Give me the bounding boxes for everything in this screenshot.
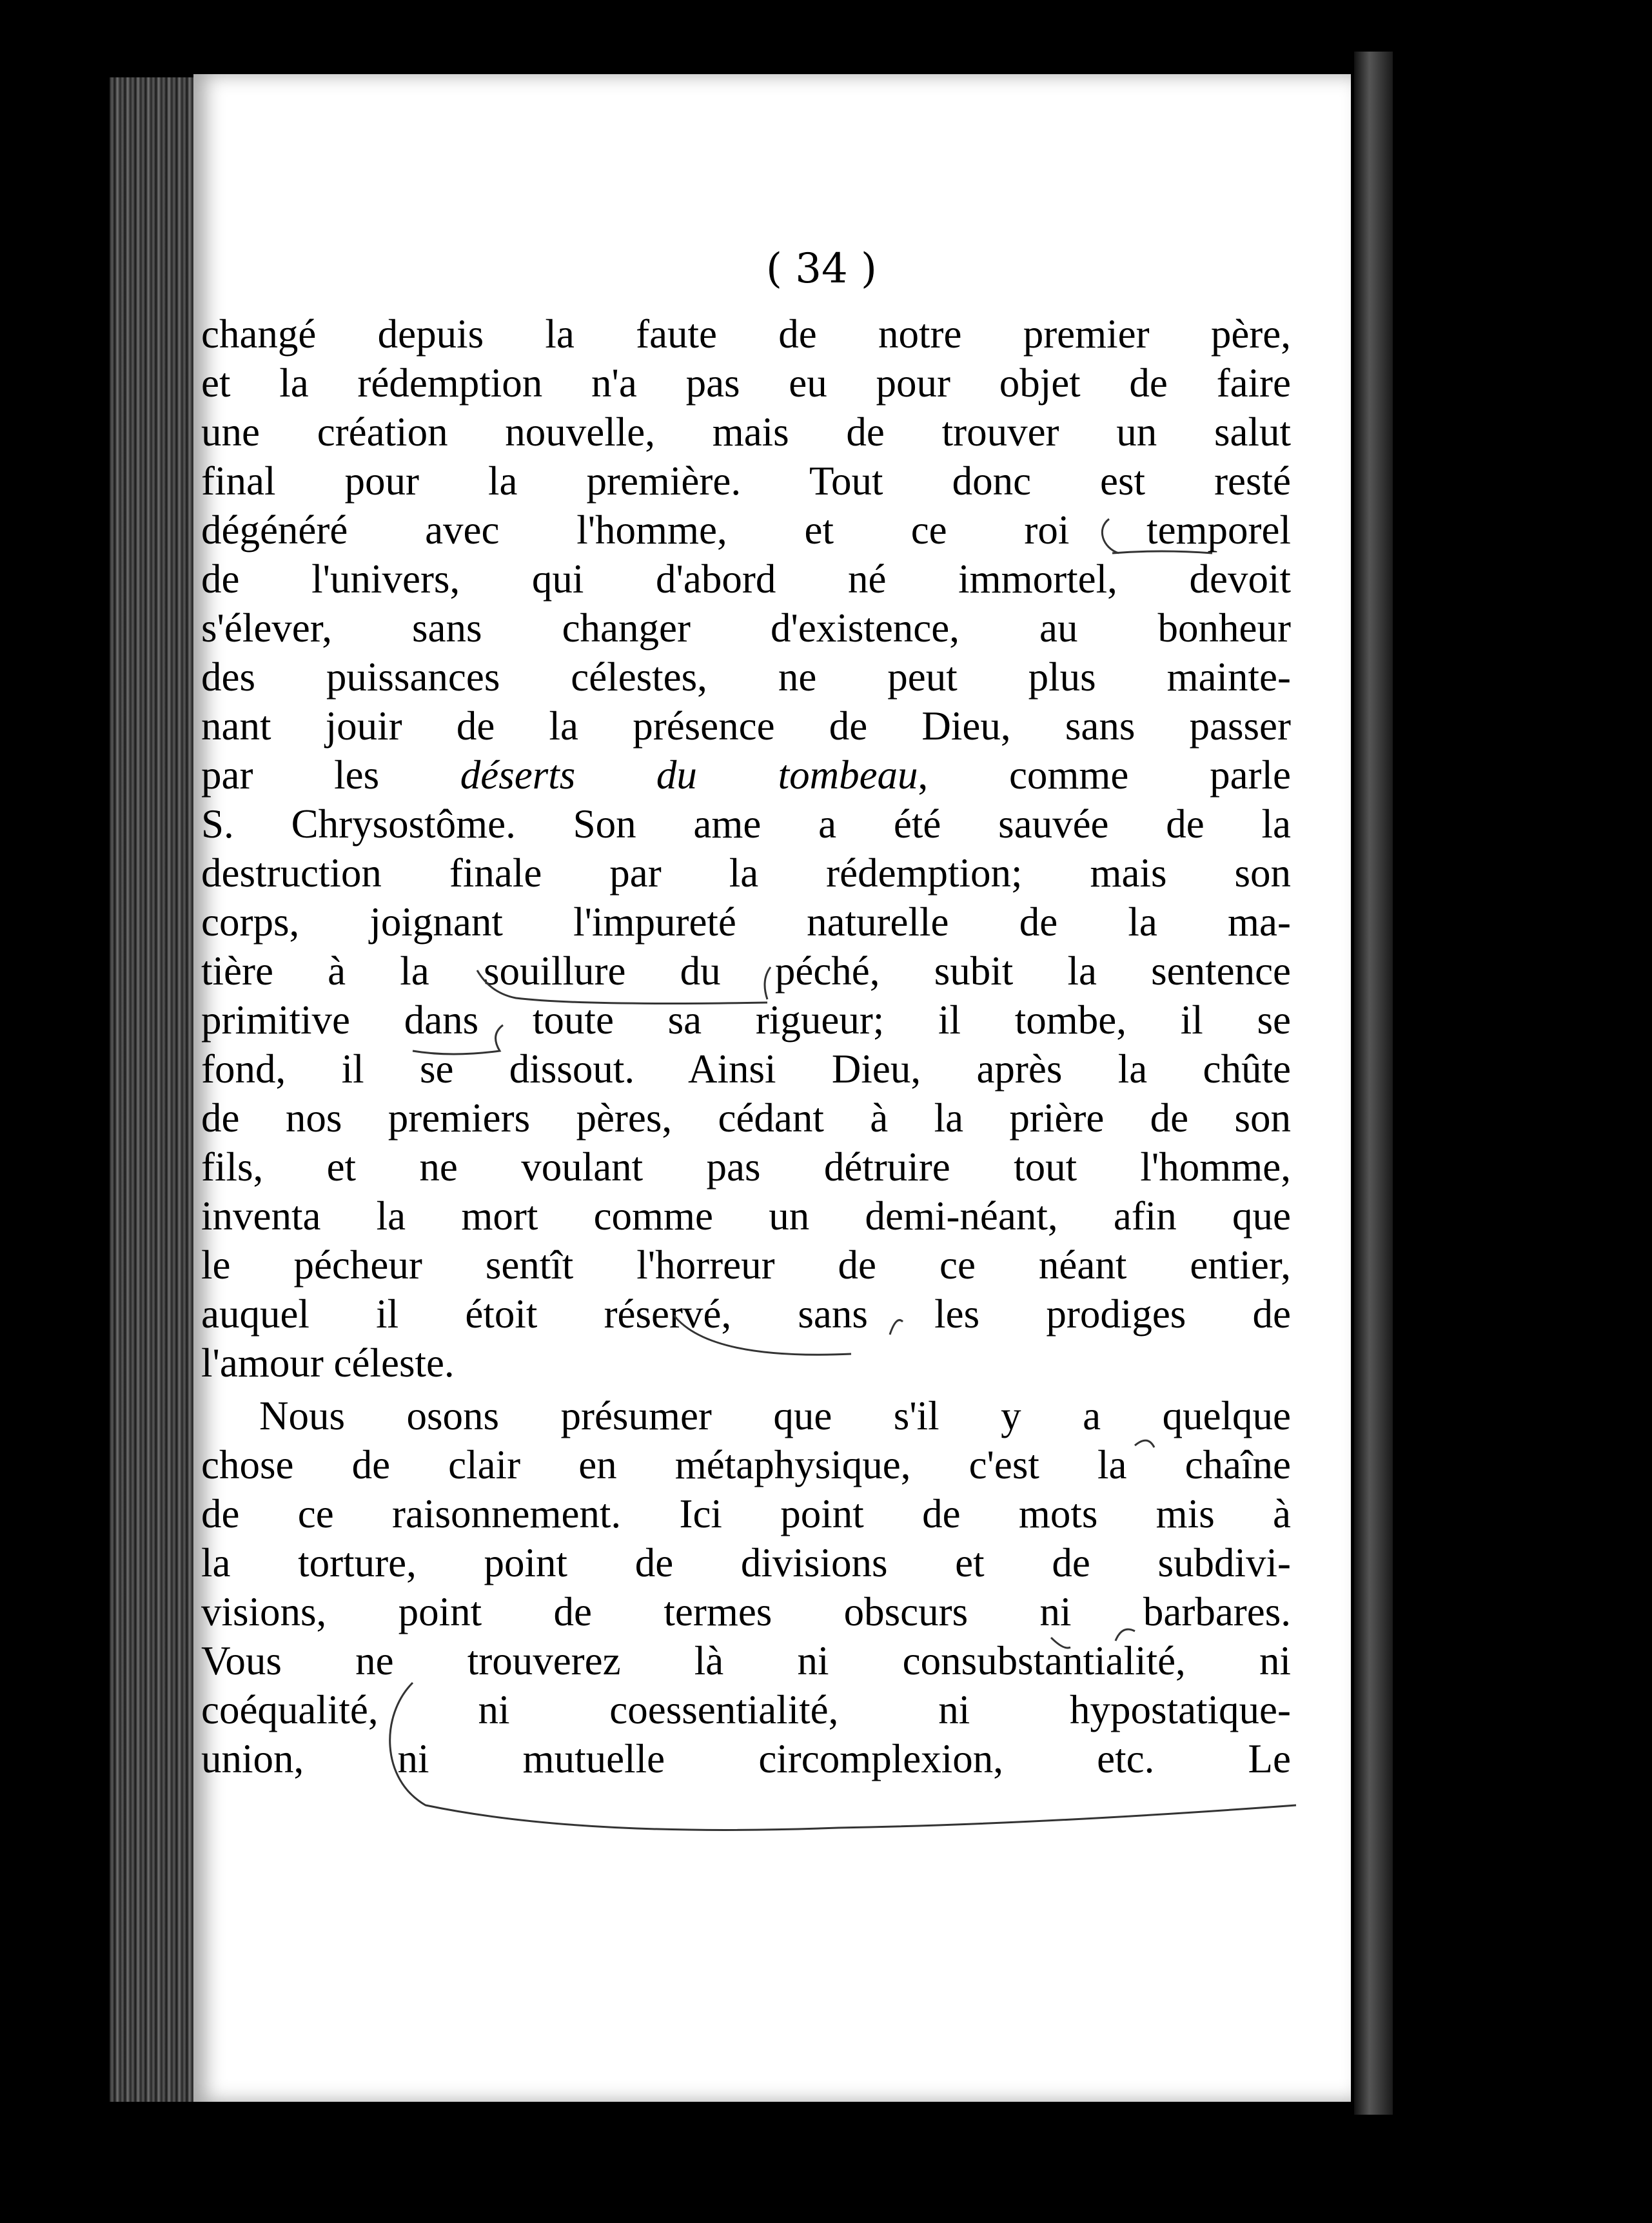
text-line: destruction finale par la rédemption; mais son — [201, 850, 1291, 896]
text-line: une création nouvelle, mais de trouver un salut — [201, 409, 1291, 455]
text-line: fond, il se dissout. Ainsi Dieu, après la chûte — [201, 1046, 1291, 1092]
text-line: visions, point de termes obscurs ni barbares. — [201, 1589, 1291, 1634]
facing-page-line: l'ont — [1497, 1563, 1565, 1606]
facing-page-line: au-de — [1497, 1612, 1584, 1655]
italic-phrase: déserts du tombeau — [460, 752, 918, 798]
facing-page-line: Il n — [1497, 975, 1550, 1018]
facing-page-line: exen — [1497, 1318, 1571, 1361]
facing-page-line: qui f — [1497, 1759, 1569, 1802]
facing-page-line: Au — [1497, 1710, 1545, 1753]
facing-page-line: extr — [1497, 877, 1558, 920]
facing-page-line: de l — [1497, 534, 1555, 577]
facing-page-line: tinu — [1497, 828, 1558, 871]
text-line: par les déserts du tombeau, comme parle — [201, 752, 1291, 798]
text-line: fils, et ne voulant pas détruire tout l'homme, — [201, 1144, 1291, 1190]
facing-page-line: oblig — [1497, 1416, 1577, 1459]
facing-page-line: cara — [1497, 926, 1562, 969]
facing-page-line: enco — [1497, 1073, 1571, 1116]
page-number: ( 34 ) — [765, 245, 877, 293]
facing-page-line: de c — [1497, 1367, 1561, 1410]
body-text — [201, 309, 1291, 1783]
text-line: primitive dans toute sa rigueur; il tombe, il se — [201, 997, 1291, 1043]
facing-page-line: forte — [1497, 1661, 1571, 1704]
facing-page-line: gion — [1497, 1514, 1566, 1557]
text-line: corps, joignant l'impureté naturelle de la ma- — [201, 899, 1291, 945]
facing-page-line: l'inst — [1497, 1465, 1571, 1508]
text-line: inventa la mort comme un demi-néant, afin que — [201, 1193, 1291, 1239]
text-line: Nous osons présumer que s'il y a quelque — [259, 1393, 1291, 1438]
facing-page-line: dan — [1497, 632, 1553, 675]
text-line: l'amour céleste. — [201, 1340, 455, 1386]
text-line: et la rédemption n'a pas eu pour objet de faire — [201, 360, 1291, 406]
text-line: des puissances célestes, ne peut plus mainte- — [201, 654, 1291, 700]
text-line: nant jouir de la présence de Dieu, sans passer — [201, 703, 1291, 749]
text-line: coéqualité, ni coessentialité, ni hypostatique- — [201, 1687, 1291, 1732]
facing-page-line: fabl — [1497, 779, 1558, 822]
book-binding-edge — [110, 77, 200, 2102]
text-line: final pour la première. Tout donc est resté — [201, 458, 1291, 504]
facing-page-line: doc — [1497, 583, 1553, 626]
text-line: de l'univers, qui d'abord né immortel, devoit — [201, 556, 1291, 602]
right-page — [1396, 84, 1584, 2044]
text-line: changé depuis la faute de notre premier père, — [201, 311, 1291, 357]
facing-page-line: J. C — [1497, 1024, 1558, 1067]
text-line: de ce raisonnement. Ici point de mots mis à — [201, 1491, 1291, 1536]
text-line: union, ni mutuelle circomplexion, etc. Le — [201, 1736, 1291, 1781]
text-line: de nos premiers pères, cédant à la prière de son — [201, 1095, 1291, 1141]
facing-page-text — [1497, 335, 1652, 1805]
text-line: la torture, point de divisions et de subdivi- — [201, 1540, 1291, 1585]
facing-page-line: été — [1497, 485, 1542, 528]
text-line: S. Chrysostôme. Son ame a été sauvée de la — [201, 801, 1291, 847]
text-line: dégénéré avec l'homme, et ce roi temporel — [201, 507, 1291, 553]
facing-page-line: cho — [1497, 387, 1553, 430]
facing-page-line: chr — [1497, 338, 1547, 381]
text-line: auquel il étoit réservé, sans les prodiges de — [201, 1291, 1291, 1337]
facing-page-line: prin — [1497, 1171, 1560, 1214]
text-line: Vous ne trouverez là ni consubstantialité, ni — [201, 1638, 1291, 1683]
text-line: s'élever, sans changer d'existence, au bonheur — [201, 605, 1291, 651]
page-gutter — [1354, 52, 1393, 2115]
facing-page-line: secr — [1497, 730, 1560, 773]
facing-page-line: vou — [1497, 436, 1555, 479]
facing-page-line: voir — [1497, 1220, 1560, 1263]
text-line: tière à la souillure du péché, subit la sentence — [201, 948, 1291, 994]
facing-page-line: espé — [1497, 1269, 1566, 1312]
facing-page-line: mai — [1497, 681, 1555, 724]
text-line: chose de clair en métaphysique, c'est la chaîne — [201, 1442, 1291, 1487]
text-line: le pécheur sentît l'horreur de ce néant entier, — [201, 1242, 1291, 1288]
facing-page-line: leur — [1497, 1122, 1558, 1165]
